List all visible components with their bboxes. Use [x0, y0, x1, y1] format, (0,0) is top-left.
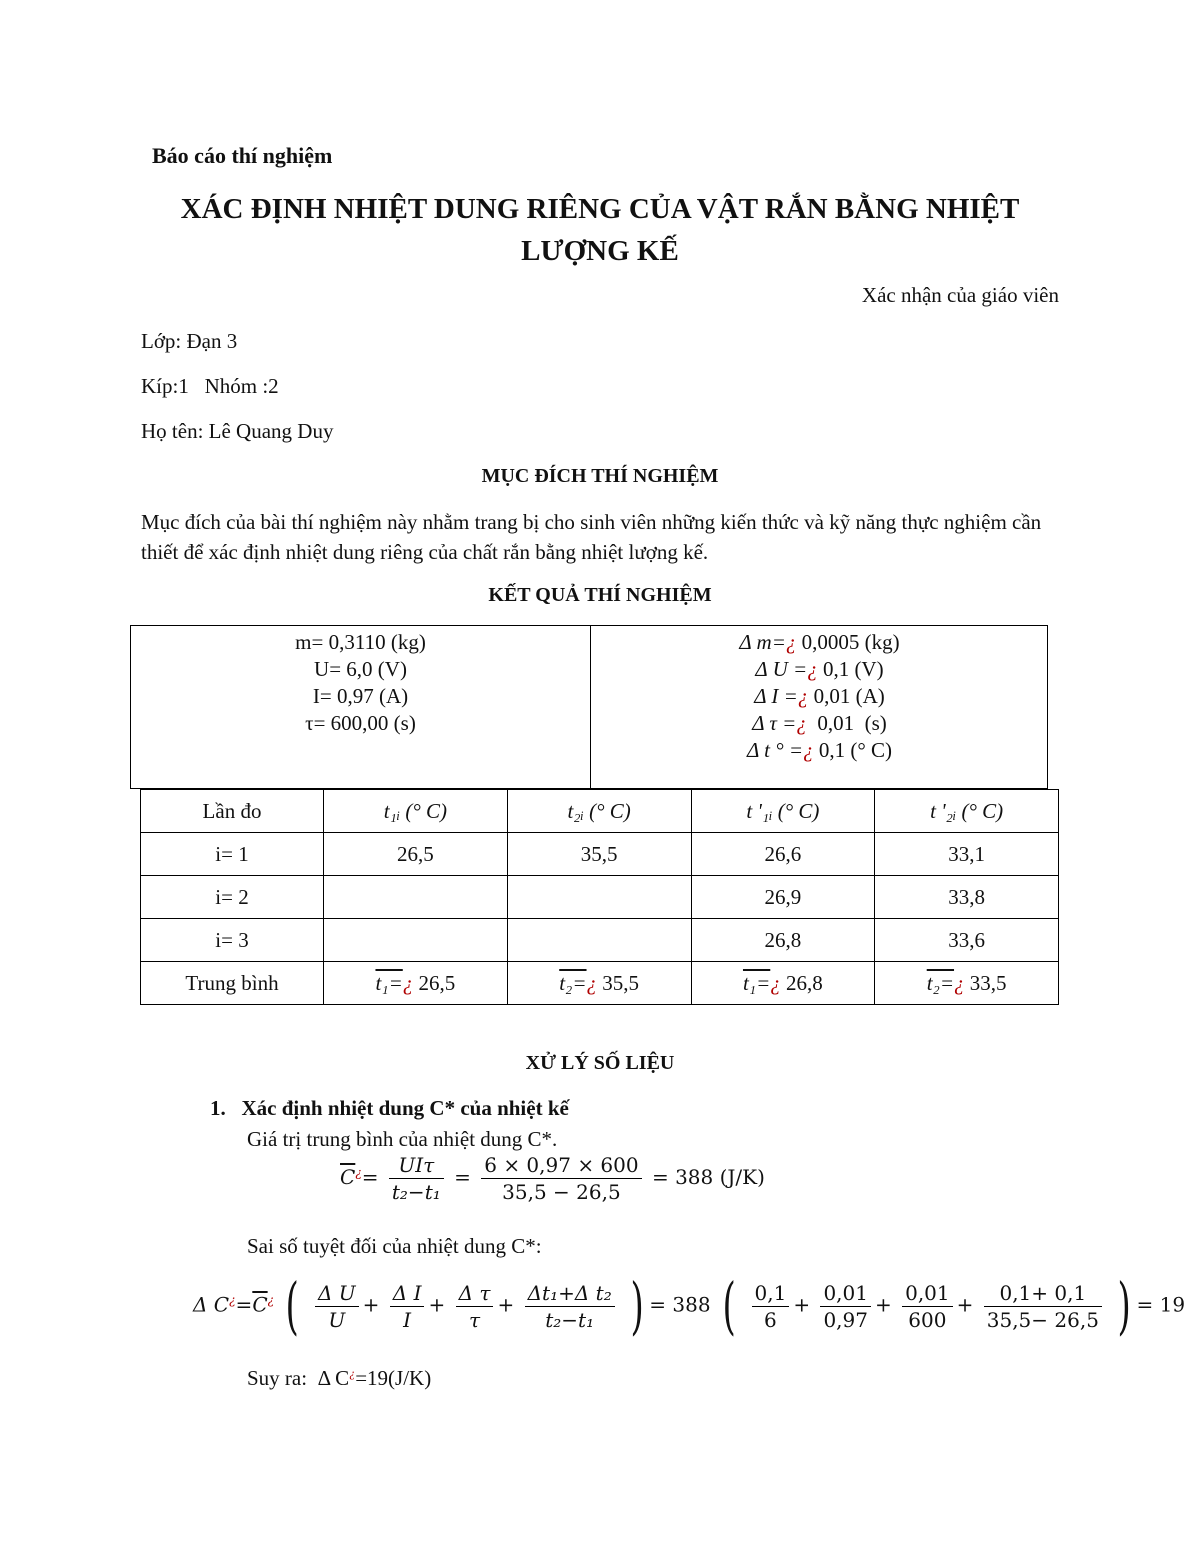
table-row [141, 833, 1059, 876]
param-error-mass: Δ m=¿ 0,0005 (kg) [739, 630, 900, 654]
table-header-cell: Lần đo [141, 790, 324, 833]
table-cell: i= 2 [141, 876, 324, 919]
table-cell: 33,8 [875, 876, 1059, 919]
table-cell: 26,5 [324, 833, 508, 876]
table-cell: 35,5 [507, 833, 691, 876]
param-current: I= 0,97 (A) [312, 684, 409, 708]
fraction: $\frac{0,1}{6}$ [752, 1280, 790, 1333]
fraction: $\frac{\text{Δt₁+Δ t₂}}{\text{t₂−t₁}}$ [525, 1280, 615, 1333]
results-heading: KẾT QUẢ THÍ NGHIỆM [488, 584, 712, 606]
param-error-current: Δ I =¿ 0,01 (A) [754, 684, 885, 708]
table-cell: 26,9 [691, 876, 875, 919]
report-title-line2: LƯỢNG KẾ [521, 235, 679, 267]
param-time: τ= 600,00 (s) [305, 711, 416, 735]
parameters-box [130, 625, 1048, 789]
formula-mean: $\overline{C}^¿=$ $\frac{\text{UIτ}}{\text{t₂−t₁}}$ = $\frac{6 \times 0,97 \times 600}{35,5 - 26,5}$ = 388 (J/K) [340, 1153, 765, 1204]
group-line: Kíp:1 Nhóm :2 [141, 374, 279, 398]
table-cell: 33,1 [875, 833, 1059, 876]
table-cell [507, 876, 691, 919]
parameters-errors [590, 629, 1049, 764]
fraction: $\frac{0,1+ 0,1}{35,5- 26,5}$ [984, 1280, 1102, 1333]
fraction: $\frac{6 \times 0,97 \times 600}{35,5 - 26,5}$ [481, 1152, 641, 1205]
purpose-text: Mục đích của bài thí nghiệm này nhằm trang bị cho sinh viên những kiến thức và kỹ năng thực nghiệm cần thiết để xác định nhiệt dung riêng của chất rắn bằng nhiệt lượng kế. [141, 510, 1042, 564]
param-error-time: Δ τ =¿ 0,01 (s) [752, 711, 887, 735]
purpose-heading: MỤC ĐÍCH THÍ NGHIỆM [481, 465, 719, 487]
table-header-cell: t '₂ᵢ (° C) [875, 790, 1059, 833]
table-cell: i= 3 [141, 919, 324, 962]
table-cell: t₁=¿ 26,5 [324, 962, 508, 1005]
table-cell [324, 876, 508, 919]
fraction: $\frac{\text{Δ τ}}{\tau}$ [456, 1280, 494, 1333]
table-row [141, 876, 1059, 919]
abs-error-intro: Sai số tuyệt đối của nhiệt dung C*: [247, 1234, 542, 1258]
fraction: $\frac{0,01}{600}$ [902, 1280, 953, 1333]
mean-intro: Giá trị trung bình của nhiệt dung C*. [247, 1127, 558, 1151]
param-error-temperature: Δ t ° =¿ 0,1 (° C) [746, 738, 892, 762]
formula-error: Δ $C^¿=\overline{C}^¿$ ( $\frac{\text{Δ U}}{U}$ + $\frac{\text{Δ I}}{I}$ + $\frac{\text{Δ τ}}{\tau}$ + $\frac{\text{Δt₁+Δ t₂}}{\text{t₂−t₁}}$ ) = 388 ( $\frac{0,1}{6}$ + $\frac{0,01}{0,97}$ + $\frac{0,01}{600}$ + $\frac{0,1+ 0,1}{35,5- 26,5}$ ) = 19 [193, 1269, 1186, 1342]
param-voltage: U= 6,0 (V) [314, 657, 407, 681]
table-row [141, 919, 1059, 962]
parameters-values [131, 629, 590, 737]
table-header-cell: t₁ᵢ (° C) [324, 790, 508, 833]
param-error-voltage: Δ U =¿ 0,1 (V) [755, 657, 884, 681]
conclusion-line: Suy ra: Δ C¿=19(J/K) [247, 1366, 432, 1390]
fraction: $\frac{0,01}{0,97}$ [820, 1280, 871, 1333]
measurement-table [140, 789, 1059, 1005]
table-header-cell: t '₁ᵢ (° C) [691, 790, 875, 833]
table-header-row [141, 790, 1059, 833]
table-cell: t₁=¿ 26,8 [691, 962, 875, 1005]
report-title-line1: XÁC ĐỊNH NHIỆT DUNG RIÊNG CỦA VẬT RẮN BẰNG NHIỆT [180, 193, 1020, 225]
table-cell [324, 919, 508, 962]
fraction: $\frac{\text{Δ I}}{I}$ [390, 1280, 425, 1333]
processing-item-1 [210, 1096, 569, 1121]
table-cell: Trung bình [141, 962, 324, 1005]
report-kicker: Báo cáo thí nghiệm [152, 143, 333, 168]
item-title: Xác định nhiệt dung C* của nhiệt kế [241, 1096, 569, 1120]
table-cell: t₂=¿ 35,5 [507, 962, 691, 1005]
table-header-cell: t₂ᵢ (° C) [507, 790, 691, 833]
class-line: Lớp: Đạn 3 [141, 329, 238, 353]
name-line: Họ tên: Lê Quang Duy [141, 419, 334, 443]
table-cell: 33,6 [875, 919, 1059, 962]
fraction: $\frac{\text{Δ U}}{U}$ [315, 1280, 359, 1333]
table-cell: i= 1 [141, 833, 324, 876]
table-cell [507, 919, 691, 962]
fraction: $\frac{\text{UIτ}}{\text{t₂−t₁}}$ [389, 1152, 444, 1205]
table-cell: 26,8 [691, 919, 875, 962]
table-cell: t₂=¿ 33,5 [875, 962, 1059, 1005]
teacher-confirmation: Xác nhận của giáo viên [861, 283, 1059, 307]
table-average-row [141, 962, 1059, 1005]
table-cell: 26,6 [691, 833, 875, 876]
processing-heading: XỬ LÝ SỐ LIỆU [525, 1052, 675, 1074]
item-number: 1. [210, 1096, 226, 1120]
param-mass: m= 0,3110 (kg) [295, 630, 426, 654]
